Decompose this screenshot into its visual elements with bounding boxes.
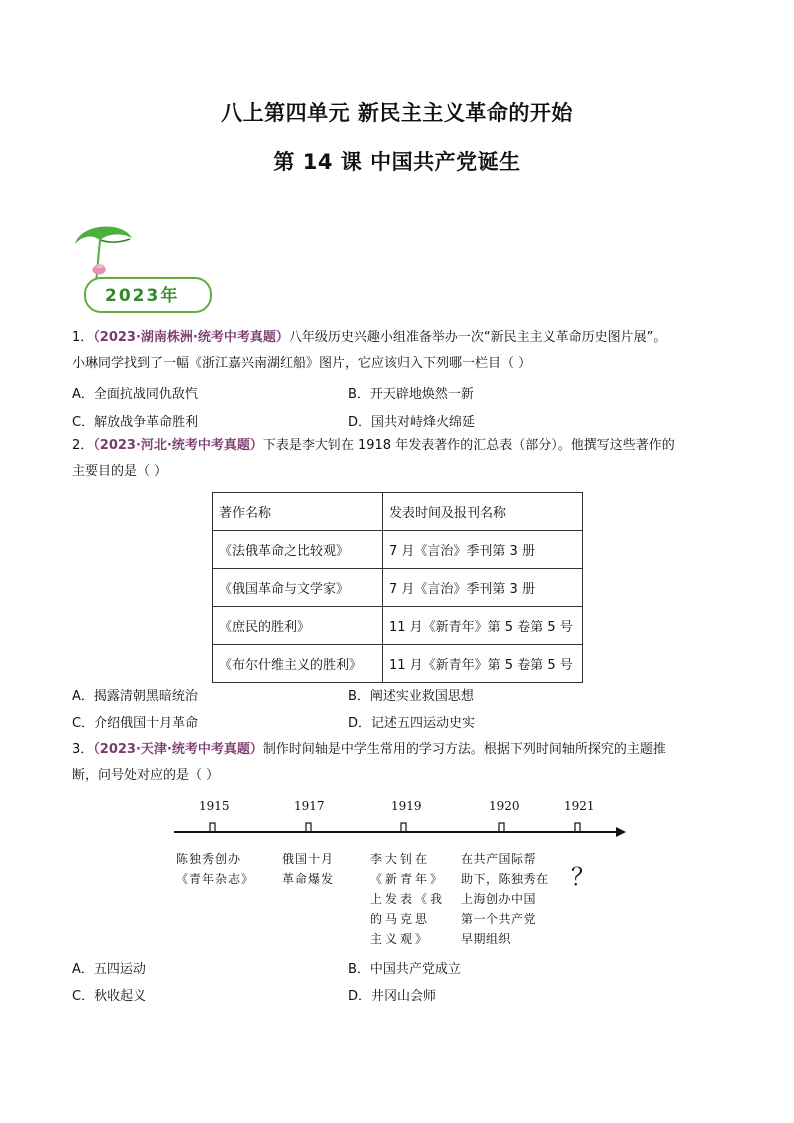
q2-number: 2． xyxy=(72,438,94,453)
q1-number: 1． xyxy=(72,330,94,345)
timeline-event-line: 早期组织 xyxy=(461,932,512,946)
q3-number: 3． xyxy=(72,742,94,757)
q3-option-a[interactable]: A．五四运动 xyxy=(72,962,146,977)
timeline-axis xyxy=(170,818,630,842)
table-header-row xyxy=(213,493,583,531)
timeline-event-line: 上海创办中国 xyxy=(461,892,537,906)
timeline-event-line: 革命爆发 xyxy=(282,872,335,886)
table-cell: 《布尔什维主义的胜利》 xyxy=(213,645,383,683)
q3-option-c[interactable]: C．秋收起义 xyxy=(72,989,147,1004)
q1-option-c[interactable]: C．解放战争革命胜利 xyxy=(72,415,199,430)
unit-title: 八上第四单元 新民主主义革命的开始 xyxy=(221,101,573,125)
timeline-event-line: 《青年杂志》 xyxy=(176,872,255,886)
table-cell: 《法俄革命之比较观》 xyxy=(213,531,383,569)
timeline-year: 1917 xyxy=(294,799,325,813)
timeline-event-line: 助下，陈独秀在 xyxy=(461,872,549,886)
q2-stem-line1 xyxy=(72,433,675,459)
timeline-event-line: 主义观》 xyxy=(370,932,431,946)
q2-stem-a: 下表是李大钊在 1918 年发表著作的汇总表（部分）。他撰写这些著作的 xyxy=(262,438,675,453)
year-badge-label: 2023年 xyxy=(105,286,180,306)
timeline-event-1915 xyxy=(176,849,254,889)
table-header: 著作名称 xyxy=(213,493,383,531)
q2-option-b[interactable]: B．阐述实业救国思想 xyxy=(348,689,474,704)
timeline-question-mark: ？ xyxy=(571,863,595,891)
q2-stem-line2: 主要目的是（ ） xyxy=(72,464,168,479)
table-cell: 7 月《言治》季刊第 3 册 xyxy=(383,569,583,607)
q1-option-d[interactable]: D．国共对峙烽火绵延 xyxy=(348,415,476,430)
q3-stem-line1 xyxy=(72,737,666,763)
timeline-event-line: 《新青年》 xyxy=(370,872,446,886)
q1-stem-a: 八年级历史兴趣小组准备举办一次“新民主主义革命历史图片展”。 xyxy=(288,330,667,345)
q1-stem-line1 xyxy=(72,325,666,351)
q1-option-b[interactable]: B．开天辟地焕然一新 xyxy=(348,387,474,402)
q3-stem-line2: 断，问号处对应的是（ ） xyxy=(72,768,220,783)
table-cell: 《庶民的胜利》 xyxy=(213,607,383,645)
table-cell: 11 月《新青年》第 5 卷第 5 号 xyxy=(383,607,583,645)
timeline-event-line: 在共产国际帮 xyxy=(461,852,537,866)
q1-source: （2023·湖南株洲·统考中考真题） xyxy=(93,330,289,345)
table-row xyxy=(213,607,583,645)
q2-source: （2023·河北·统考中考真题） xyxy=(93,438,263,453)
q3-option-d[interactable]: D．井冈山会师 xyxy=(348,989,437,1004)
q1-stem-line2: 小琳同学找到了一幅《浙江嘉兴南湖红船》图片，它应该归入下列哪一栏目（ ） xyxy=(72,356,532,371)
q2-option-d[interactable]: D．记述五四运动史实 xyxy=(348,716,476,731)
timeline-year: 1920 xyxy=(489,799,520,813)
timeline-event-1919 xyxy=(370,849,445,949)
timeline-event-line: 的马克思 xyxy=(370,912,431,926)
timeline-year: 1915 xyxy=(199,799,230,813)
table-row xyxy=(213,645,583,683)
lesson-title: 第 14 课 中国共产党诞生 xyxy=(273,150,521,174)
q3-stem-a: 制作时间轴是中学生常用的学习方法。根据下列时间轴所探究的主题推 xyxy=(262,742,666,757)
q1-option-a[interactable]: A．全面抗战同仇敌忾 xyxy=(72,387,198,402)
timeline-event-line: 李大钊在 xyxy=(370,852,431,866)
q2-option-a[interactable]: A．揭露清朝黑暗统治 xyxy=(72,689,198,704)
timeline-year: 1921 xyxy=(564,799,595,813)
timeline-event-line: 上发表《我 xyxy=(370,892,446,906)
table-row xyxy=(213,531,583,569)
timeline-event-line: 陈独秀创办 xyxy=(176,852,242,866)
table-cell: 7 月《言治》季刊第 3 册 xyxy=(383,531,583,569)
timeline-event-1920 xyxy=(461,849,549,949)
timeline-event-line: 俄国十月 xyxy=(282,852,335,866)
works-table xyxy=(212,492,583,683)
table-header: 发表时间及报刊名称 xyxy=(383,493,583,531)
q3-source: （2023·天津·统考中考真题） xyxy=(93,742,263,757)
timeline-year: 1919 xyxy=(391,799,422,813)
table-cell: 《俄国革命与文学家》 xyxy=(213,569,383,607)
timeline-event-line: 第一个共产党 xyxy=(461,912,537,926)
q2-option-c[interactable]: C．介绍俄国十月革命 xyxy=(72,716,199,731)
table-cell: 11 月《新青年》第 5 卷第 5 号 xyxy=(383,645,583,683)
table-row xyxy=(213,569,583,607)
timeline-event-1917 xyxy=(282,849,334,889)
q3-option-b[interactable]: B．中国共产党成立 xyxy=(348,962,461,977)
